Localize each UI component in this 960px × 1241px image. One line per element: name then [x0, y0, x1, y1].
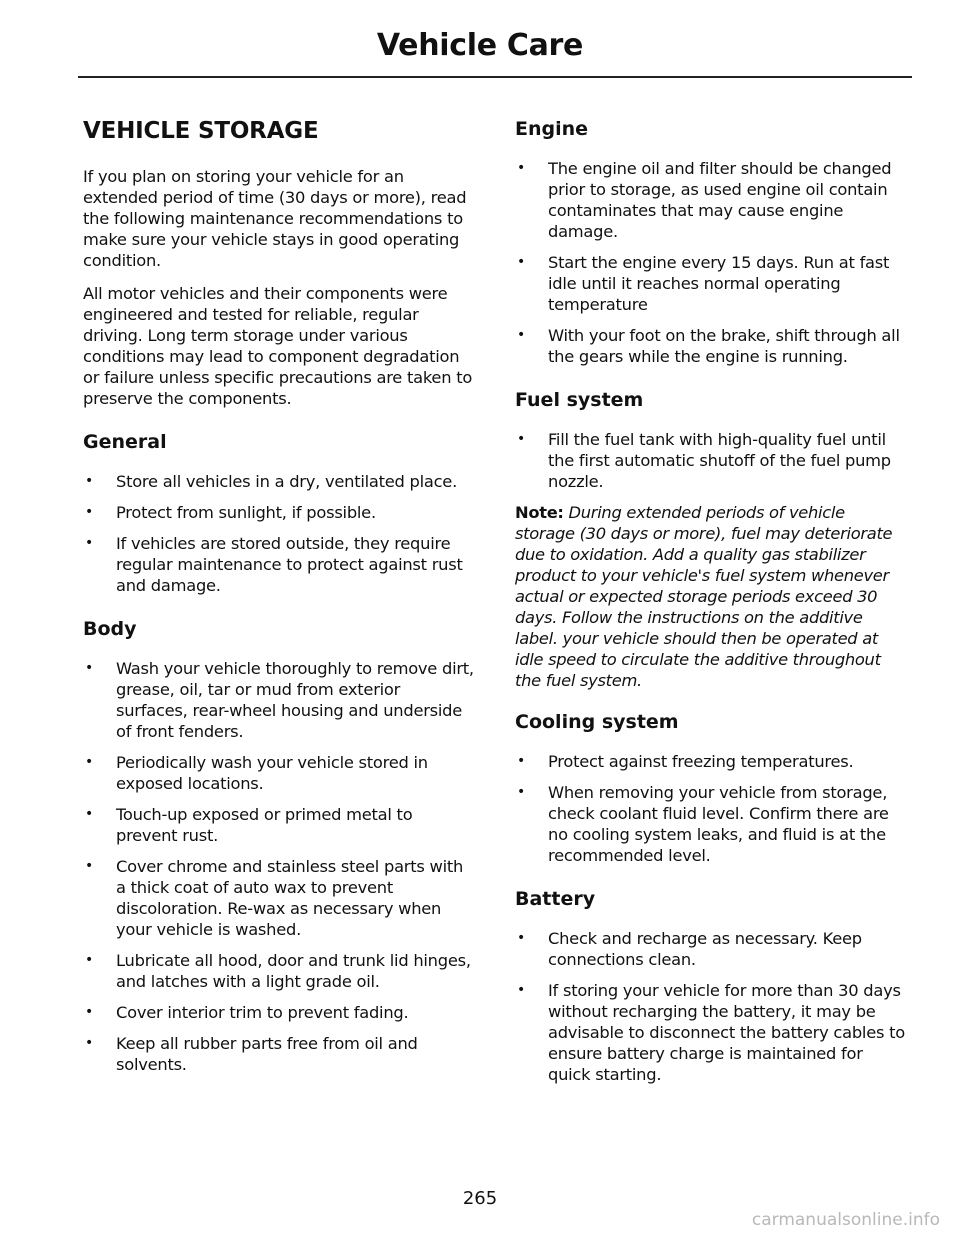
- list-item: • Protect from sunlight, if possible.: [85, 503, 376, 522]
- bullet-icon: •: [85, 660, 94, 676]
- list-item: • When removing your vehicle from storage, check coolant fluid level. Confirm there are no cooling system leaks, and fluid is at the recommended level.: [517, 783, 889, 865]
- bullet-icon: •: [85, 1035, 94, 1051]
- bullet-icon: •: [517, 982, 526, 998]
- cooling-list: [515, 751, 909, 866]
- fuel-note: [515, 502, 909, 691]
- battery-list: [515, 928, 909, 1085]
- bullet-icon: •: [517, 160, 526, 176]
- subheading-general: General: [83, 431, 167, 453]
- list-item: • Protect against freezing temperatures.: [517, 752, 854, 771]
- subheading-fuel-system: Fuel system: [515, 389, 644, 411]
- list-item: • Store all vehicles in a dry, ventilated place.: [85, 472, 458, 491]
- bullet-icon: •: [85, 473, 94, 489]
- bullet-icon: •: [517, 327, 526, 343]
- bullet-icon: •: [517, 753, 526, 769]
- bullet-icon: •: [85, 806, 94, 822]
- page-header-title: Vehicle Care: [376, 28, 584, 63]
- header-divider: [78, 76, 912, 78]
- bullet-icon: •: [517, 431, 526, 447]
- list-item: • If storing your vehicle for more than 30 days without recharging the battery, it may be advisable to disconnect the battery cables to ensure battery charge is maintained for quick starting.: [517, 981, 905, 1084]
- bullet-icon: •: [517, 254, 526, 270]
- general-list: [83, 471, 475, 596]
- bullet-icon: •: [85, 1004, 94, 1020]
- bullet-icon: •: [85, 952, 94, 968]
- watermark: carmanualsonline.info: [751, 1210, 940, 1230]
- list-item: • Fill the fuel tank with high-quality fuel until the first automatic shutoff of the fuel pump nozzle.: [517, 430, 891, 491]
- list-item: • Start the engine every 15 days. Run at fast idle until it reaches normal operating temperature: [517, 253, 890, 314]
- list-item: • Keep all rubber parts free from oil and solvents.: [85, 1034, 418, 1074]
- bullet-icon: •: [85, 535, 94, 551]
- body-list: [83, 658, 475, 1075]
- list-item: • Cover interior trim to prevent fading.: [85, 1003, 409, 1022]
- engine-list: [515, 158, 909, 367]
- list-item: • With your foot on the brake, shift through all the gears while the engine is running.: [517, 326, 900, 366]
- list-item: • Lubricate all hood, door and trunk lid hinges, and latches with a light grade oil.: [85, 951, 471, 991]
- right-column: [515, 108, 909, 1103]
- subheading-engine: Engine: [515, 118, 589, 140]
- list-item: • Cover chrome and stainless steel parts with a thick coat of auto wax to prevent discoloration. Re-wax as necessary when your vehicle is washed.: [85, 857, 464, 939]
- intro-paragraph: All motor vehicles and their components were engineered and tested for reliable, regular driving. Long term storage under various conditions may lead to component degradation or failure unless specific precautions are taken to preserve the components.: [83, 284, 473, 408]
- page-number: 265: [462, 1188, 498, 1209]
- subheading-body: Body: [83, 618, 137, 640]
- left-column: [83, 110, 475, 1093]
- list-item: • Check and recharge as necessary. Keep connections clean.: [517, 929, 862, 969]
- list-item: • The engine oil and filter should be changed prior to storage, as used engine oil contain contaminates that may cause engine damage.: [517, 159, 892, 241]
- list-item: • If vehicles are stored outside, they require regular maintenance to protect against rust and damage.: [85, 534, 463, 595]
- note-text: During extended periods of vehicle storage (30 days or more), fuel may deteriorate due to oxidation. Add a quality gas stabilizer product to your vehicle's fuel system whenever actual or expected storage periods exceed 30 days. Follow the instructions on the additive label. your vehicle should then be operated at idle speed to circulate the additive throughout the fuel system.: [515, 503, 893, 690]
- note-label: Note:: [515, 503, 564, 522]
- bullet-icon: •: [85, 754, 94, 770]
- bullet-icon: •: [85, 504, 94, 520]
- list-item: • Touch-up exposed or primed metal to prevent rust.: [85, 805, 413, 845]
- fuel-list: [515, 429, 909, 492]
- bullet-icon: •: [85, 858, 94, 874]
- bullet-icon: •: [517, 784, 526, 800]
- list-item: • Wash your vehicle thoroughly to remove dirt, grease, oil, tar or mud from exterior surfaces, rear-wheel housing and underside of front fenders.: [85, 659, 474, 741]
- bullet-icon: •: [517, 930, 526, 946]
- subheading-cooling-system: Cooling system: [515, 711, 679, 733]
- subheading-battery: Battery: [515, 888, 596, 910]
- list-item: • Periodically wash your vehicle stored in exposed locations.: [85, 753, 428, 793]
- intro-paragraph: If you plan on storing your vehicle for an extended period of time (30 days or more), read the following maintenance recommendations to make sure your vehicle stays in good operating condition.: [83, 167, 467, 270]
- section-title: VEHICLE STORAGE: [83, 118, 319, 144]
